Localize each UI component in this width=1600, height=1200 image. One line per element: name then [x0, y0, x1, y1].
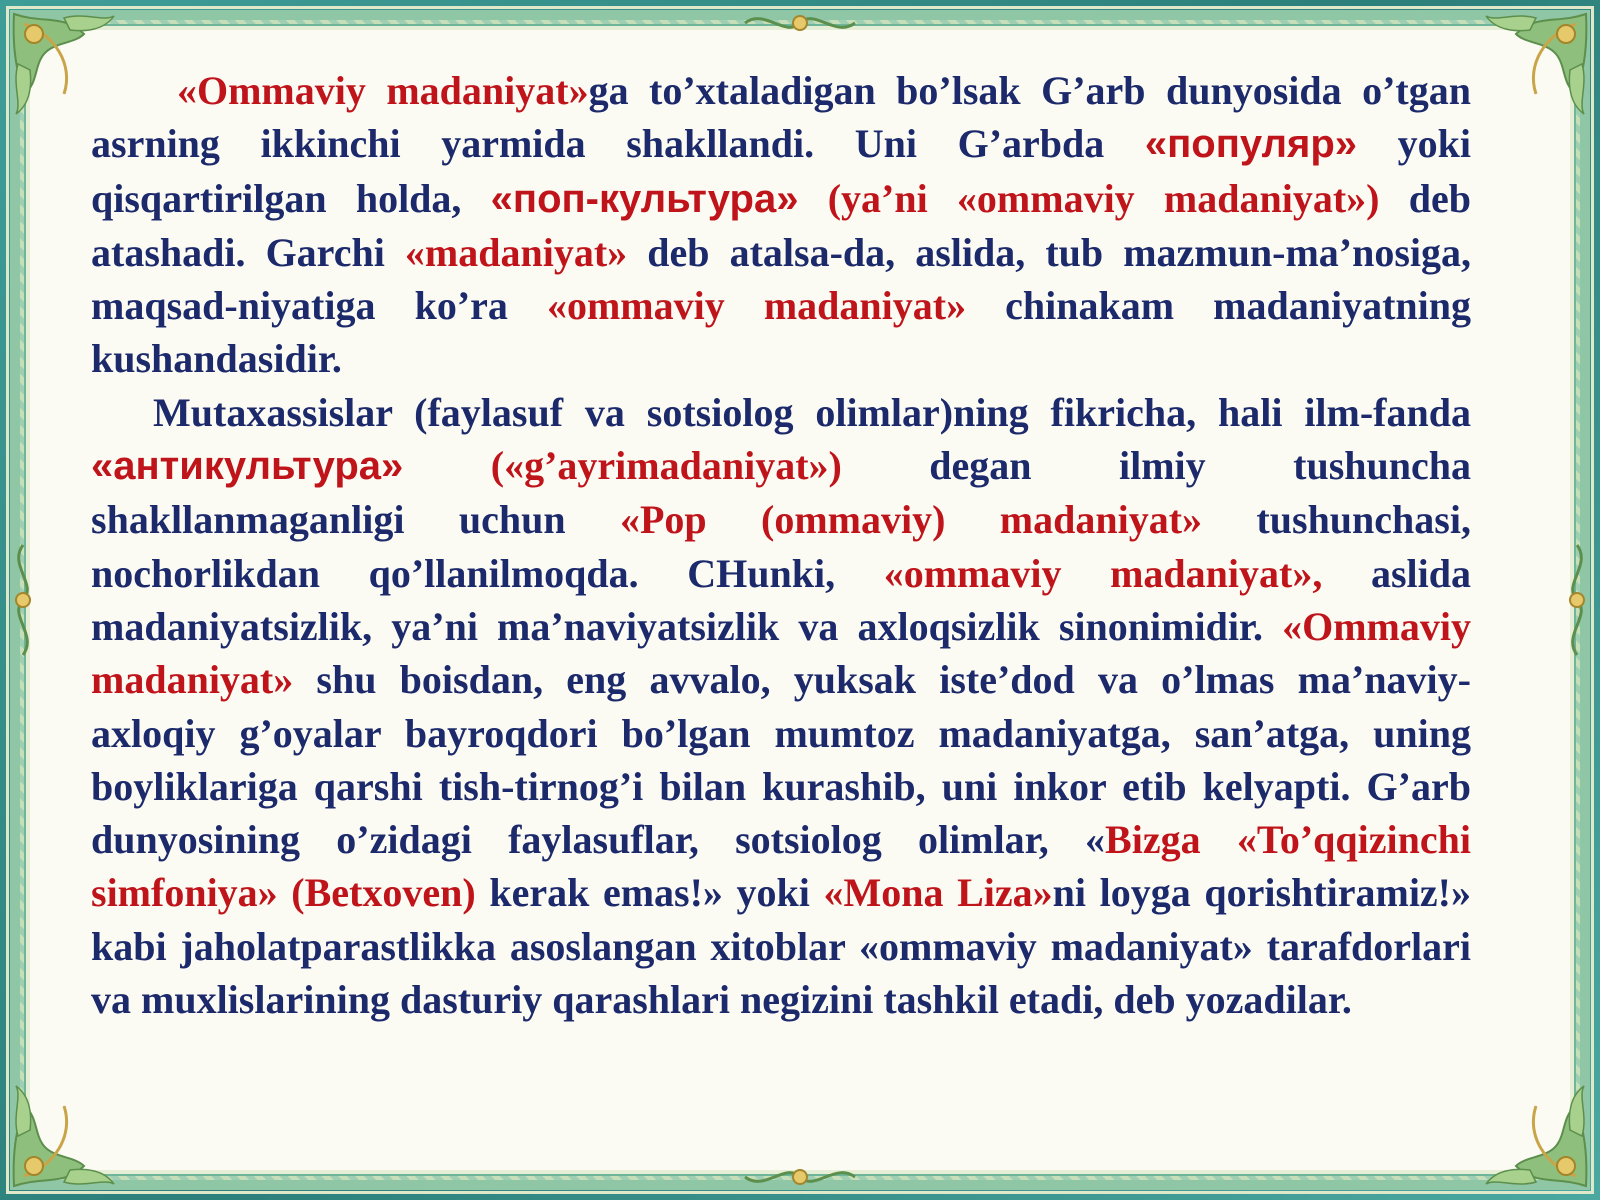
floral-corner-ornament-icon: [1456, 1056, 1596, 1196]
text-run: aslida madaniyatsizlik, ya’ni ma’naviyatsizlik va axloqsizlik sinonimidir.: [91, 550, 1471, 649]
floral-edge-ornament-icon: [740, 8, 860, 38]
paragraph-1: [91, 64, 1471, 386]
text-run: ga to’xtaladigan bo’lsak G’arb dunyosida o’tgan asrning ikkinchi yarmida shakllandi. Uni G’arbda: [91, 68, 1471, 167]
slide-text: [91, 64, 1471, 1026]
text-run: (ya’ni «ommaviy madaniyat»): [798, 175, 1380, 221]
floral-corner-ornament-icon: [1456, 4, 1596, 144]
text-run: deb atashadi. Garchi: [91, 175, 1471, 275]
floral-corner-ornament-icon: [4, 1056, 144, 1196]
text-run: kerak emas!» yoki: [475, 870, 824, 916]
text-run: deb atalsa-da, aslida, tub mazmun-ma’nosiga, maqsad-niyatiga ko’ra: [91, 229, 1472, 329]
text-run: «Mona Liza»: [823, 870, 1053, 916]
text-run: degan ilmiy tushuncha shakllanmaganligi uchun: [91, 443, 1472, 543]
text-run: «Ommaviy madaniyat»: [91, 603, 1471, 703]
paragraph-2: [91, 386, 1471, 1027]
text-run: «Ommaviy madaniyat»: [177, 68, 589, 113]
text-run: «Pop (ommaviy) madaniyat»: [619, 497, 1203, 543]
text-run: «ommaviy madaniyat»,: [883, 550, 1323, 596]
text-run: tushunchasi, nochorlikdan qo’llanilmoqda. CHunki,: [91, 497, 1471, 596]
text-run: shu boisdan, eng avvalo, yuksak iste’dod va o’lmas ma’naviy-axloqiy g’oyalar bayroqdori bo’lgan mumtoz madaniyatga, san’atga, uning boyliklariga qarshi tish-tirnog’i bilan kurashib, uni inkor etib kelyapti. G’arb dunyosining o’zidagi faylasuflar, sotsiolog olimlar, «: [91, 657, 1471, 863]
text-run: Bizga «To’qqizinchi simfoniya» (Betxoven): [91, 817, 1471, 916]
text-run: yoki qisqartirilgan holda,: [91, 121, 1471, 221]
text-run: Mutaxassislar (faylasuf va sotsiolog olimlar)ning fikricha, hali ilm-fanda: [153, 389, 1471, 435]
text-run: ni loyga qorishtiramiz!» kabi jaholatparastlikka asoslangan xitoblar «ommaviy madaniyat» tarafdorlari va muxlislarining dasturiy qarashlari negizini tashkil etadi, deb yozadilar.: [91, 870, 1472, 1023]
text-run: («g’ayrimadaniyat»): [403, 443, 842, 489]
text-run: «madaniyat»: [404, 229, 628, 275]
text-run: «поп-культура»: [490, 176, 799, 221]
floral-edge-ornament-icon: [1562, 540, 1592, 660]
floral-edge-ornament-icon: [8, 540, 38, 660]
text-run: «популяр»: [1144, 122, 1358, 167]
floral-edge-ornament-icon: [740, 1162, 860, 1192]
text-run: «антикультура»: [91, 444, 404, 489]
text-run: chinakam madaniyatning kushandasidir.: [91, 283, 1472, 382]
text-run: «ommaviy madaniyat»: [546, 283, 967, 329]
